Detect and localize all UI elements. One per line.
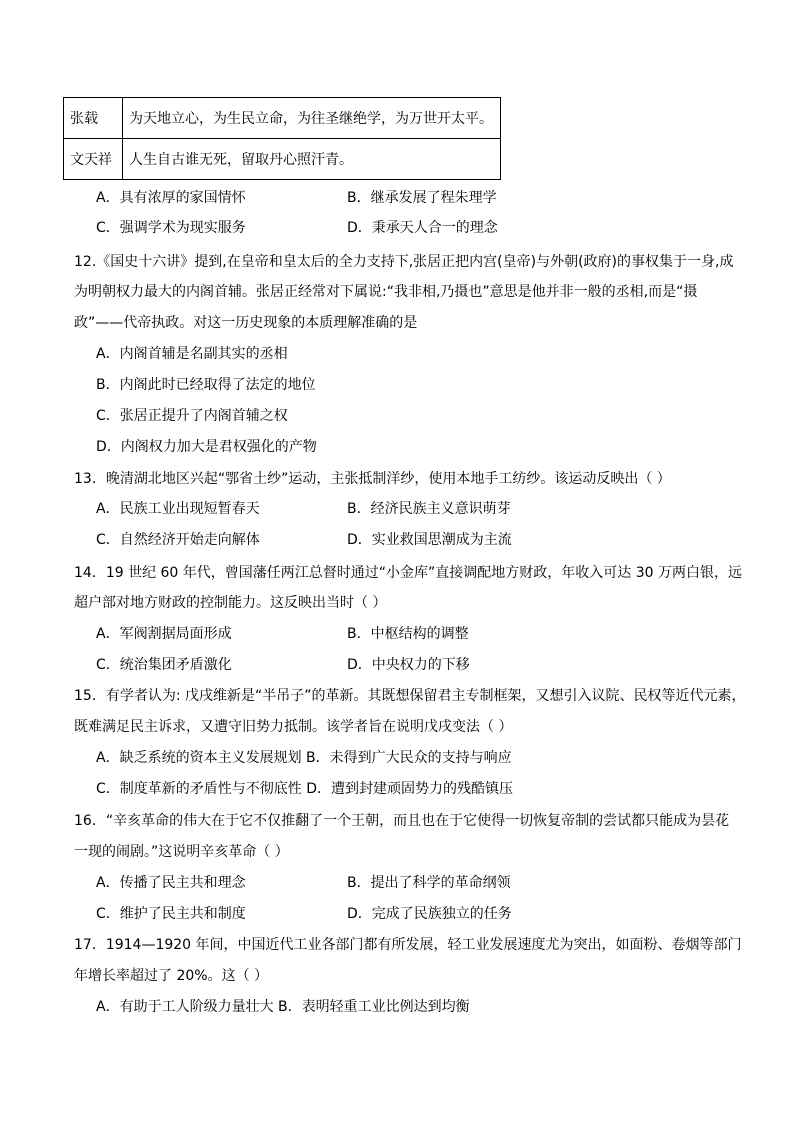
q12-option-c: C．张居正提升了内阁首辅之权 bbox=[96, 408, 288, 424]
table-row bbox=[64, 98, 501, 139]
q11-option-d: D．秉承天人合一的理念 bbox=[347, 220, 498, 236]
q16-option-c: C．维护了民主共和制度 bbox=[96, 906, 246, 922]
q17-stem-line-1: 17．1914—1920 年间，中国近代工业各部门都有所发展，轻工业发展速度尤为突出，如面粉、卷烟等部门 bbox=[74, 937, 742, 953]
q13-option-c: C．自然经济开始走向解体 bbox=[96, 532, 260, 548]
q14-option-b: B．中枢结构的调整 bbox=[347, 626, 469, 642]
q13-option-b: B．经济民族主义意识萌芽 bbox=[347, 501, 511, 517]
q12-option-b: B．内阁此时已经取得了法定的地位 bbox=[96, 377, 316, 393]
q17-stem-line-2: 年增长率超过了 20%。这（ ） bbox=[74, 968, 269, 984]
q13-option-d: D．实业救国思潮成为主流 bbox=[347, 532, 512, 548]
q15-stem-line-1: 15．有学者认为: 戊戌维新是“半吊子”的革新。其既想保留君主专制框架，又想引入议院、民权等近代元素， bbox=[74, 688, 746, 704]
q16-stem-line-2: 一现的闹剧。”这说明辛亥革命（ ） bbox=[74, 844, 289, 860]
q11-option-b: B．继承发展了程朱理学 bbox=[347, 190, 497, 206]
q14-option-a: A．军阀割据局面形成 bbox=[96, 626, 232, 642]
q13-option-a: A．民族工业出现短暂春天 bbox=[96, 501, 260, 517]
q14-stem-line-1: 14．19 世纪 60 年代，曾国藩任两江总督时通过“小金库”直接调配地方财政，年收入可达 30 万两白银，远 bbox=[74, 565, 743, 581]
q14-option-c: C．统治集团矛盾激化 bbox=[96, 657, 232, 673]
q16-option-b: B．提出了科学的革命纲领 bbox=[347, 875, 511, 891]
q14-option-d: D．中央权力的下移 bbox=[347, 657, 470, 673]
q12-stem-line-2: 为明朝权力最大的内阁首辅。张居正经常对下属说:“我非相,乃摄也”意思是他并非一般的丞相,而是“摄 bbox=[74, 284, 698, 300]
q12-stem-line-1: 12.《国史十六讲》提到,在皇帝和皇太后的全力支持下,张居正把内宫(皇帝)与外朝(政府)的事权集于一身,成 bbox=[74, 254, 734, 270]
q14-stem-line-2: 超户部对地方财政的控制能力。这反映出当时（ ） bbox=[74, 595, 387, 611]
q12-stem-line-3: 政”——代帝执政。对这一历史现象的本质理解准确的是 bbox=[74, 315, 418, 331]
q15-options-ab: A．缺乏系统的资本主义发展规划 B．未得到广大民众的支持与响应 bbox=[96, 750, 512, 766]
q12-option-d: D．内阁权力加大是君权强化的产物 bbox=[96, 439, 317, 455]
q15-options-cd: C．制度革新的矛盾性与不彻底性 D．遭到封建顽固势力的残酷镇压 bbox=[96, 781, 514, 797]
q16-option-d: D．完成了民族独立的任务 bbox=[347, 906, 512, 922]
quote-table bbox=[63, 97, 501, 180]
q11-option-a: A．具有浓厚的家国情怀 bbox=[96, 190, 246, 206]
q16-option-a: A．传播了民主共和理念 bbox=[96, 875, 246, 891]
q11-option-c: C．强调学术为现实服务 bbox=[96, 220, 246, 236]
table-cell-quote: 为天地立心，为生民立命，为往圣继绝学，为万世开太平。 bbox=[123, 98, 501, 139]
table-cell-name: 文天祥 bbox=[64, 139, 123, 180]
q13-stem-line-1: 13．晚清湖北地区兴起“鄂省土纱”运动，主张抵制洋纱，使用本地手工纺纱。该运动反映出（ ） bbox=[74, 471, 671, 487]
q16-stem-line-1: 16．“辛亥革命的伟大在于它不仅推翻了一个王朝，而且也在于它使得一切恢复帝制的尝试都只能成为昙花 bbox=[74, 813, 730, 829]
q15-stem-line-2: 既难满足民主诉求，又遭守旧势力抵制。该学者旨在说明戊戌变法（ ） bbox=[74, 719, 513, 735]
table-row bbox=[64, 139, 501, 180]
q17-options-ab: A．有助于工人阶级力量壮大 B．表明轻重工业比例达到均衡 bbox=[96, 999, 470, 1015]
table-cell-quote: 人生自古谁无死，留取丹心照汗青。 bbox=[123, 139, 501, 180]
table-cell-name: 张载 bbox=[64, 98, 123, 139]
q12-option-a: A．内阁首辅是名副其实的丞相 bbox=[96, 346, 288, 362]
